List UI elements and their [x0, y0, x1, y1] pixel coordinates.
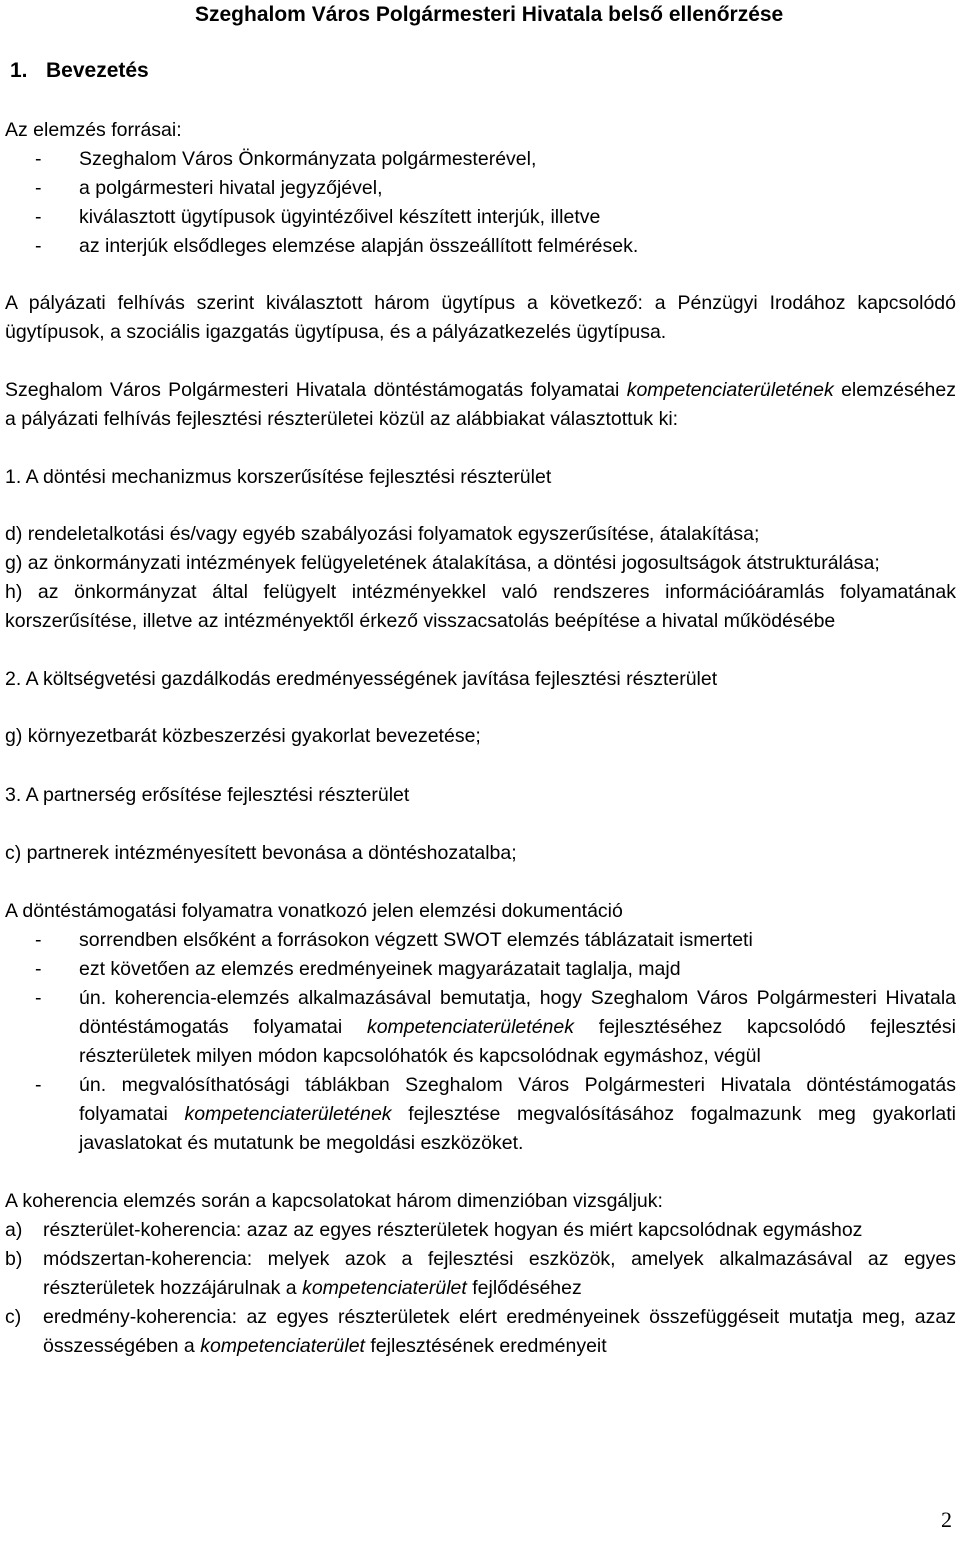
- list-item: - sorrendben elsőként a forrásokon végzett SWOT elemzés táblázatait ismerteti: [35, 929, 753, 951]
- section-heading: [10, 57, 149, 85]
- area3-items: [5, 839, 956, 868]
- area2-items: [5, 722, 956, 751]
- area2-heading: 2. A költségvetési gazdálkodás eredményességének javítása fejlesztési részterület: [5, 668, 718, 690]
- documentation-block: [5, 897, 956, 1158]
- coherence-block: [5, 1187, 956, 1361]
- list-item: - a polgármesteri hivatal jegyzőjével,: [35, 177, 383, 199]
- area1-heading: 1. A döntési mechanizmus korszerűsítése fejlesztési részterület: [5, 466, 552, 488]
- list-item: g) környezetbarát közbeszerzési gyakorlat bevezetése;: [5, 725, 481, 747]
- area3-heading: 3. A partnerség erősítése fejlesztési részterület: [5, 784, 410, 806]
- section-title: Bevezetés: [46, 59, 149, 82]
- page-number: 2: [941, 1507, 952, 1532]
- list-item: - az interjúk elsődleges elemzése alapján összeállított felmérések.: [35, 235, 639, 257]
- list-item: - ún. koherencia-elemzés alkalmazásával bemutatja, hogy Szeghalom Város Polgármesteri Hivatala döntéstámogatás folyamatai kompetenciaterületének fejlesztéséhez kapcsolódó fejlesztési részterületek milyen módon kapcsolóhatók és kapcsolódnak egymáshoz, végül: [35, 987, 957, 1067]
- page-header: Szeghalom Város Polgármesteri Hivatala belső ellenőrzése: [195, 3, 784, 26]
- list-item: b) módszertan-koherencia: melyek azok a fejlesztési eszközök, amelyek alkalmazásával az egyes részterületek hozzájárulnak a kompetenciaterület fejlődéséhez: [5, 1248, 956, 1299]
- paragraph-call: [5, 289, 956, 347]
- paragraph-selection: [5, 376, 956, 434]
- section-number: 1.: [10, 59, 28, 82]
- documentation-intro: A döntéstámogatási folyamatra vonatkozó jelen elemzési dokumentáció: [5, 900, 623, 922]
- list-item: - ún. megvalósíthatósági táblákban Szeghalom Város Polgármesteri Hivatala döntéstámogatás folyamatai kompetenciaterületének fejlesztése megvalósításához fogalmazunk meg gyakorlati javaslatokat és mutatunk be megoldási eszközöket.: [35, 1074, 956, 1154]
- area1-items: [5, 520, 956, 636]
- documentation-list: [5, 926, 956, 1158]
- list-item: a) részterület-koherencia: azaz az egyes részterületek hogyan és miért kapcsolódnak egymáshoz: [5, 1219, 863, 1241]
- sources-intro: Az elemzés forrásai:: [5, 119, 182, 141]
- paragraph-text: Szeghalom Város Polgármesteri Hivatala döntéstámogatás folyamatai kompetenciaterületének elemzéséhez a pályázati felhívás fejlesztési részterületei közül az alábbiakat választottuk ki:: [5, 379, 956, 430]
- list-item: d) rendeletalkotási és/vagy egyéb szabályozási folyamatok egyszerűsítése, átalakítása;: [5, 523, 760, 545]
- list-item: h) az önkormányzat által felügyelt intézményekkel való rendszeres információáramlás folyamatának korszerűsítése, illetve az intézményektől érkező visszacsatolás beépítése a hivatal működésébe: [5, 581, 956, 632]
- paragraph-text: A pályázati felhívás szerint kiválasztott három ügytípus a következő: a Pénzügyi Irodához kapcsolódó ügytípusok, a szociális igazgatás ügytípusa, és a pályázatkezelés ügytípusa.: [5, 292, 956, 343]
- sources-list: [5, 145, 956, 261]
- list-item: c) eredmény-koherencia: az egyes részterületek elért eredményeinek összefüggéseit mutatja meg, azaz összességében a kompetenciaterület fejlesztésének eredményeit: [5, 1306, 956, 1357]
- coherence-list: [5, 1216, 956, 1361]
- list-item: c) partnerek intézményesített bevonása a döntéshozatalba;: [5, 842, 517, 864]
- sources-block: [5, 116, 956, 261]
- coherence-intro: A koherencia elemzés során a kapcsolatokat három dimenzióban vizsgáljuk:: [5, 1190, 663, 1212]
- list-item: - Szeghalom Város Önkormányzata polgármesterével,: [35, 148, 537, 170]
- list-item: g) az önkormányzati intézmények felügyeletének átalakítása, a döntési jogosultságok átstrukturálása;: [5, 552, 880, 574]
- list-item: - kiválasztott ügytípusok ügyintézőivel készített interjúk, illetve: [35, 206, 601, 228]
- list-item: - ezt követően az elemzés eredményeinek magyarázatait taglalja, majd: [35, 958, 681, 980]
